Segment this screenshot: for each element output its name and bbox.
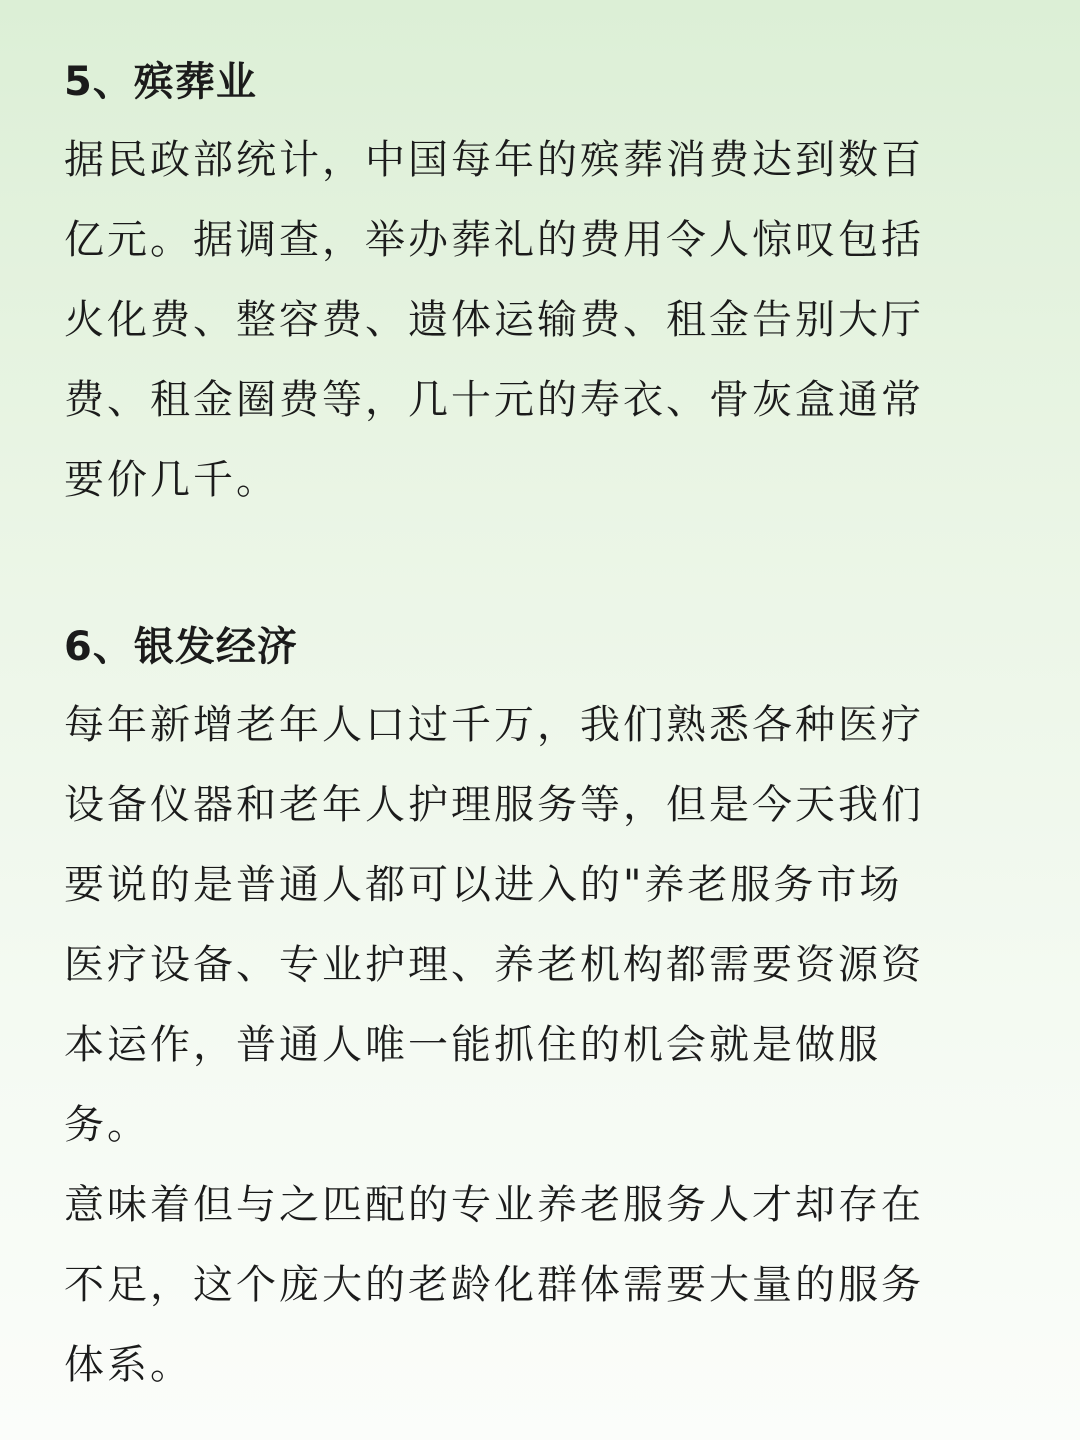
text-line: 据民政部统计，中国每年的殡葬消费达到数百 (64, 137, 924, 183)
section-silver-economy (64, 615, 1016, 1405)
section-paragraph (64, 685, 1016, 1165)
section-paragraph (64, 1165, 1016, 1405)
text-line: 火化费、整容费、遗体运输费、租金告别大厅 (64, 297, 924, 343)
section-heading: 6、银发经济 (64, 624, 298, 670)
text-line: 每年新增老年人口过千万，我们熟悉各种医疗 (64, 702, 924, 748)
text-line: 费、租金圈费等，几十元的寿衣、骨灰盒通常 (64, 377, 924, 423)
text-line: 亿元。据调查，举办葬礼的费用令人惊叹包括 (64, 217, 924, 263)
text-line: 不足，这个庞大的老龄化群体需要大量的服务 (64, 1262, 924, 1308)
text-line: 体系。 (64, 1342, 193, 1388)
section-heading: 5、殡葬业 (64, 59, 257, 105)
text-line: 要价几千。 (64, 457, 279, 503)
section-funeral-industry (64, 50, 1016, 520)
text-line: 医疗设备、专业护理、养老机构都需要资源资 (64, 942, 924, 988)
text-line: 务。 (64, 1102, 150, 1148)
section-paragraph (64, 120, 1016, 520)
text-line: 要说的是普通人都可以进入的"养老服务市场 (64, 862, 903, 908)
text-line: 本运作，普通人唯一能抓住的机会就是做服 (64, 1022, 881, 1068)
text-line: 设备仪器和老年人护理服务等，但是今天我们 (64, 782, 924, 828)
text-line: 意味着但与之匹配的专业养老服务人才却存在 (64, 1182, 924, 1228)
